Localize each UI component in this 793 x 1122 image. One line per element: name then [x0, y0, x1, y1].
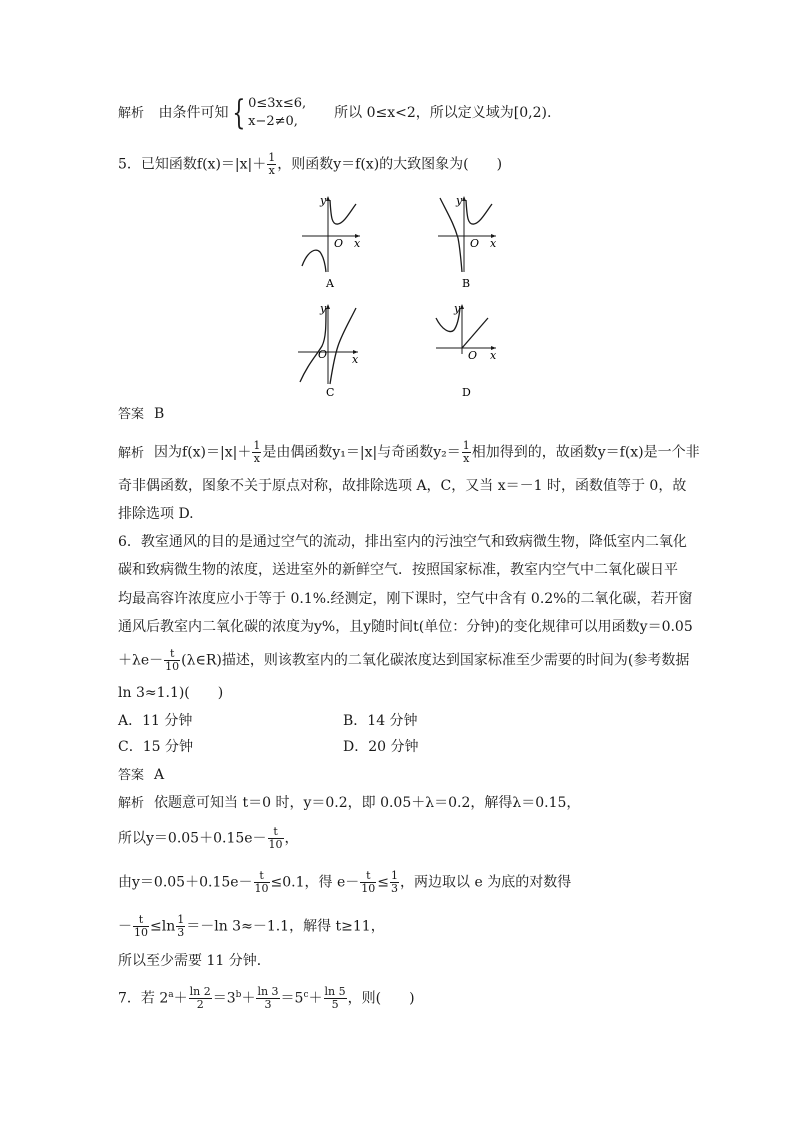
x-axis-label: x [352, 353, 359, 366]
left-brace: { [232, 93, 246, 133]
question-6-line-5 [118, 648, 689, 673]
answer-tag: 答案 [118, 768, 145, 783]
exponent: c [303, 990, 309, 1000]
numerator: t [133, 914, 149, 927]
question-5-solution-line-3: 排除选项 D. [118, 506, 194, 522]
solution-text: 依题意可知当 t＝0 时，y＝0.2，即 0.05＋λ＝0.2，解得λ＝0.15， [154, 795, 581, 811]
graph-a [298, 190, 368, 290]
numerator: t [268, 826, 284, 839]
numerator: ln 5 [324, 985, 346, 999]
numerator: t [164, 648, 180, 661]
question-6-line-4: 通风后教室内二氧化碳的浓度为y%，且y随时间t(单位：分钟)的变化规律可以用函数y＝0.05 [118, 619, 693, 635]
question-6-answer [118, 766, 164, 785]
stem-text: (λ∈R)描述，则该教室内的二氧化碳浓度达到国家标准至少需要的时间为(参考数据 [181, 652, 690, 669]
graph-letter: D [462, 386, 471, 399]
x-axis-label: x [490, 349, 497, 362]
solution-text: ≤ln [150, 918, 176, 935]
solution-text: 所以y＝0.05＋0.15e－ [118, 830, 267, 847]
fraction [256, 986, 279, 1011]
fraction [324, 986, 347, 1011]
stem-text: ＋ [308, 990, 323, 1007]
numerator: t [360, 870, 376, 883]
stem-text: ，则( ) [347, 990, 415, 1007]
option-b[interactable]: B．14 分钟 [343, 713, 418, 729]
solution-prefix: 由条件可知 [158, 105, 229, 121]
fraction [390, 870, 399, 895]
stem-text: ＋λe－ [118, 652, 164, 669]
answer-tag: 答案 [118, 407, 145, 422]
question-5-answer [118, 405, 164, 424]
exponent: a [168, 990, 174, 1000]
question-6-solution-line-2 [118, 826, 299, 851]
numerator: 1 [268, 151, 276, 164]
origin-label: O [468, 349, 478, 362]
question-6-line-3: 均最高容许浓度应小于等于 0.1%.经测定，刚下课时，空气中含有 0.2%的二氧化碳，若开窗 [118, 591, 693, 607]
origin-label: O [318, 348, 328, 361]
solution-text: ＝－ln 3≈－1.1，解得 t≥11， [186, 918, 385, 935]
fraction [176, 914, 185, 939]
fraction [360, 870, 376, 895]
graph-letter: A [326, 277, 334, 290]
solution-tag: 解析 [118, 796, 145, 811]
x-axis-label: x [490, 237, 497, 250]
denominator: 2 [196, 998, 204, 1012]
system-line-2: x−2≠0, [248, 114, 298, 129]
graph-d [432, 298, 504, 400]
stem-text: ＋ [173, 990, 188, 1007]
stem-text: ＋ [241, 990, 256, 1007]
fraction [462, 440, 471, 465]
solution-tag: 解析 [118, 445, 145, 461]
origin-label: O [334, 237, 344, 250]
y-axis-label: y [456, 194, 463, 207]
denominator: 10 [361, 882, 376, 895]
prev-solution [118, 95, 551, 131]
solution-text: 因为f(x)＝|x|＋ [154, 444, 252, 461]
fraction [267, 152, 276, 177]
denominator: 5 [331, 998, 339, 1012]
equation-system [248, 95, 306, 131]
question-6-line-2: 碳和致病微生物的浓度，送进室外的新鲜空气．按照国家标准，教室内空气中二氧化碳日平 [118, 562, 678, 578]
option-a[interactable]: A．11 分钟 [118, 713, 193, 729]
denominator: 10 [254, 882, 269, 895]
stem-text: ＝5 [280, 990, 304, 1007]
solution-text: ≤ [377, 874, 390, 891]
option-d[interactable]: D．20 分钟 [343, 739, 419, 755]
fraction [189, 986, 212, 1011]
denominator: x [268, 164, 275, 177]
graph-letter: B [462, 277, 471, 290]
fraction [252, 440, 261, 465]
numerator: 1 [253, 439, 261, 452]
question-6-solution-line-3 [118, 870, 571, 895]
question-5-solution-line-2: 奇非偶函数，图象不关于原点对称，故排除选项 A，C，又当 x＝－1 时，函数值等于 0，故 [118, 478, 687, 494]
graph-letter: C [326, 386, 335, 399]
numerator: 1 [462, 439, 470, 452]
answer-value: A [154, 767, 165, 783]
fraction [133, 914, 149, 939]
numerator: 1 [391, 869, 399, 882]
solution-text: ，两边取以 e 为底的对数得 [400, 874, 572, 891]
graph-b [434, 190, 504, 290]
denominator: 10 [268, 838, 283, 851]
question-6-solution-line-1 [118, 794, 580, 813]
stem-text: 5．已知函数f(x)＝|x|＋ [118, 156, 267, 173]
y-axis-label: y [320, 302, 327, 315]
solution-suffix: 所以 0≤x<2，所以定义域为[0,2). [334, 105, 552, 121]
stem-text: ，则函数y＝f(x)的大致图象为( ) [277, 156, 503, 173]
denominator: 3 [264, 998, 272, 1012]
question-6-line-6: ln 3≈1.1)( ) [118, 685, 224, 701]
question-5-stem [118, 152, 502, 177]
solution-text: 相加得到的，故函数y＝f(x)是一个非 [471, 444, 700, 461]
solution-text: － [118, 918, 132, 935]
x-axis-label: x [354, 237, 361, 250]
solution-text: ， [284, 830, 299, 847]
question-7-stem [118, 986, 415, 1011]
system-line-1: 0≤3x≤6, [248, 96, 307, 111]
numerator: ln 3 [257, 985, 279, 999]
y-axis-label: y [320, 194, 327, 207]
fraction [254, 870, 270, 895]
solution-tag: 解析 [118, 106, 145, 121]
stem-text: ＝3 [212, 990, 236, 1007]
numerator: 1 [177, 913, 185, 926]
fraction [268, 826, 284, 851]
numerator: ln 2 [189, 985, 211, 999]
fraction [164, 648, 180, 673]
stem-text: 7．若 2 [118, 990, 169, 1007]
denominator: x [253, 452, 260, 465]
question-6-solution-line-4 [118, 914, 385, 939]
origin-label: O [470, 237, 480, 250]
denominator: 3 [177, 926, 185, 939]
question-6-line-1: 6．教室通风的目的是通过空气的流动，排出室内的污浊空气和致病微生物，降低室内二氧化 [118, 534, 687, 550]
question-5-solution-line-1 [118, 440, 700, 465]
solution-text: 是由偶函数y₁＝|x|与奇函数y₂＝ [262, 444, 461, 461]
answer-value: B [154, 406, 165, 422]
graph-c [294, 298, 366, 400]
y-axis-label: y [454, 302, 461, 315]
exponent: b [235, 990, 242, 1000]
solution-text: 由y＝0.05＋0.15e－ [118, 874, 253, 891]
denominator: x [463, 452, 470, 465]
denominator: 3 [391, 882, 399, 895]
denominator: 10 [134, 926, 148, 939]
numerator: t [254, 870, 270, 883]
question-6-solution-line-5: 所以至少需要 11 分钟． [118, 953, 271, 969]
denominator: 10 [165, 660, 180, 673]
option-c[interactable]: C．15 分钟 [118, 739, 193, 755]
solution-text: ≤0.1，得 e－ [270, 874, 360, 891]
